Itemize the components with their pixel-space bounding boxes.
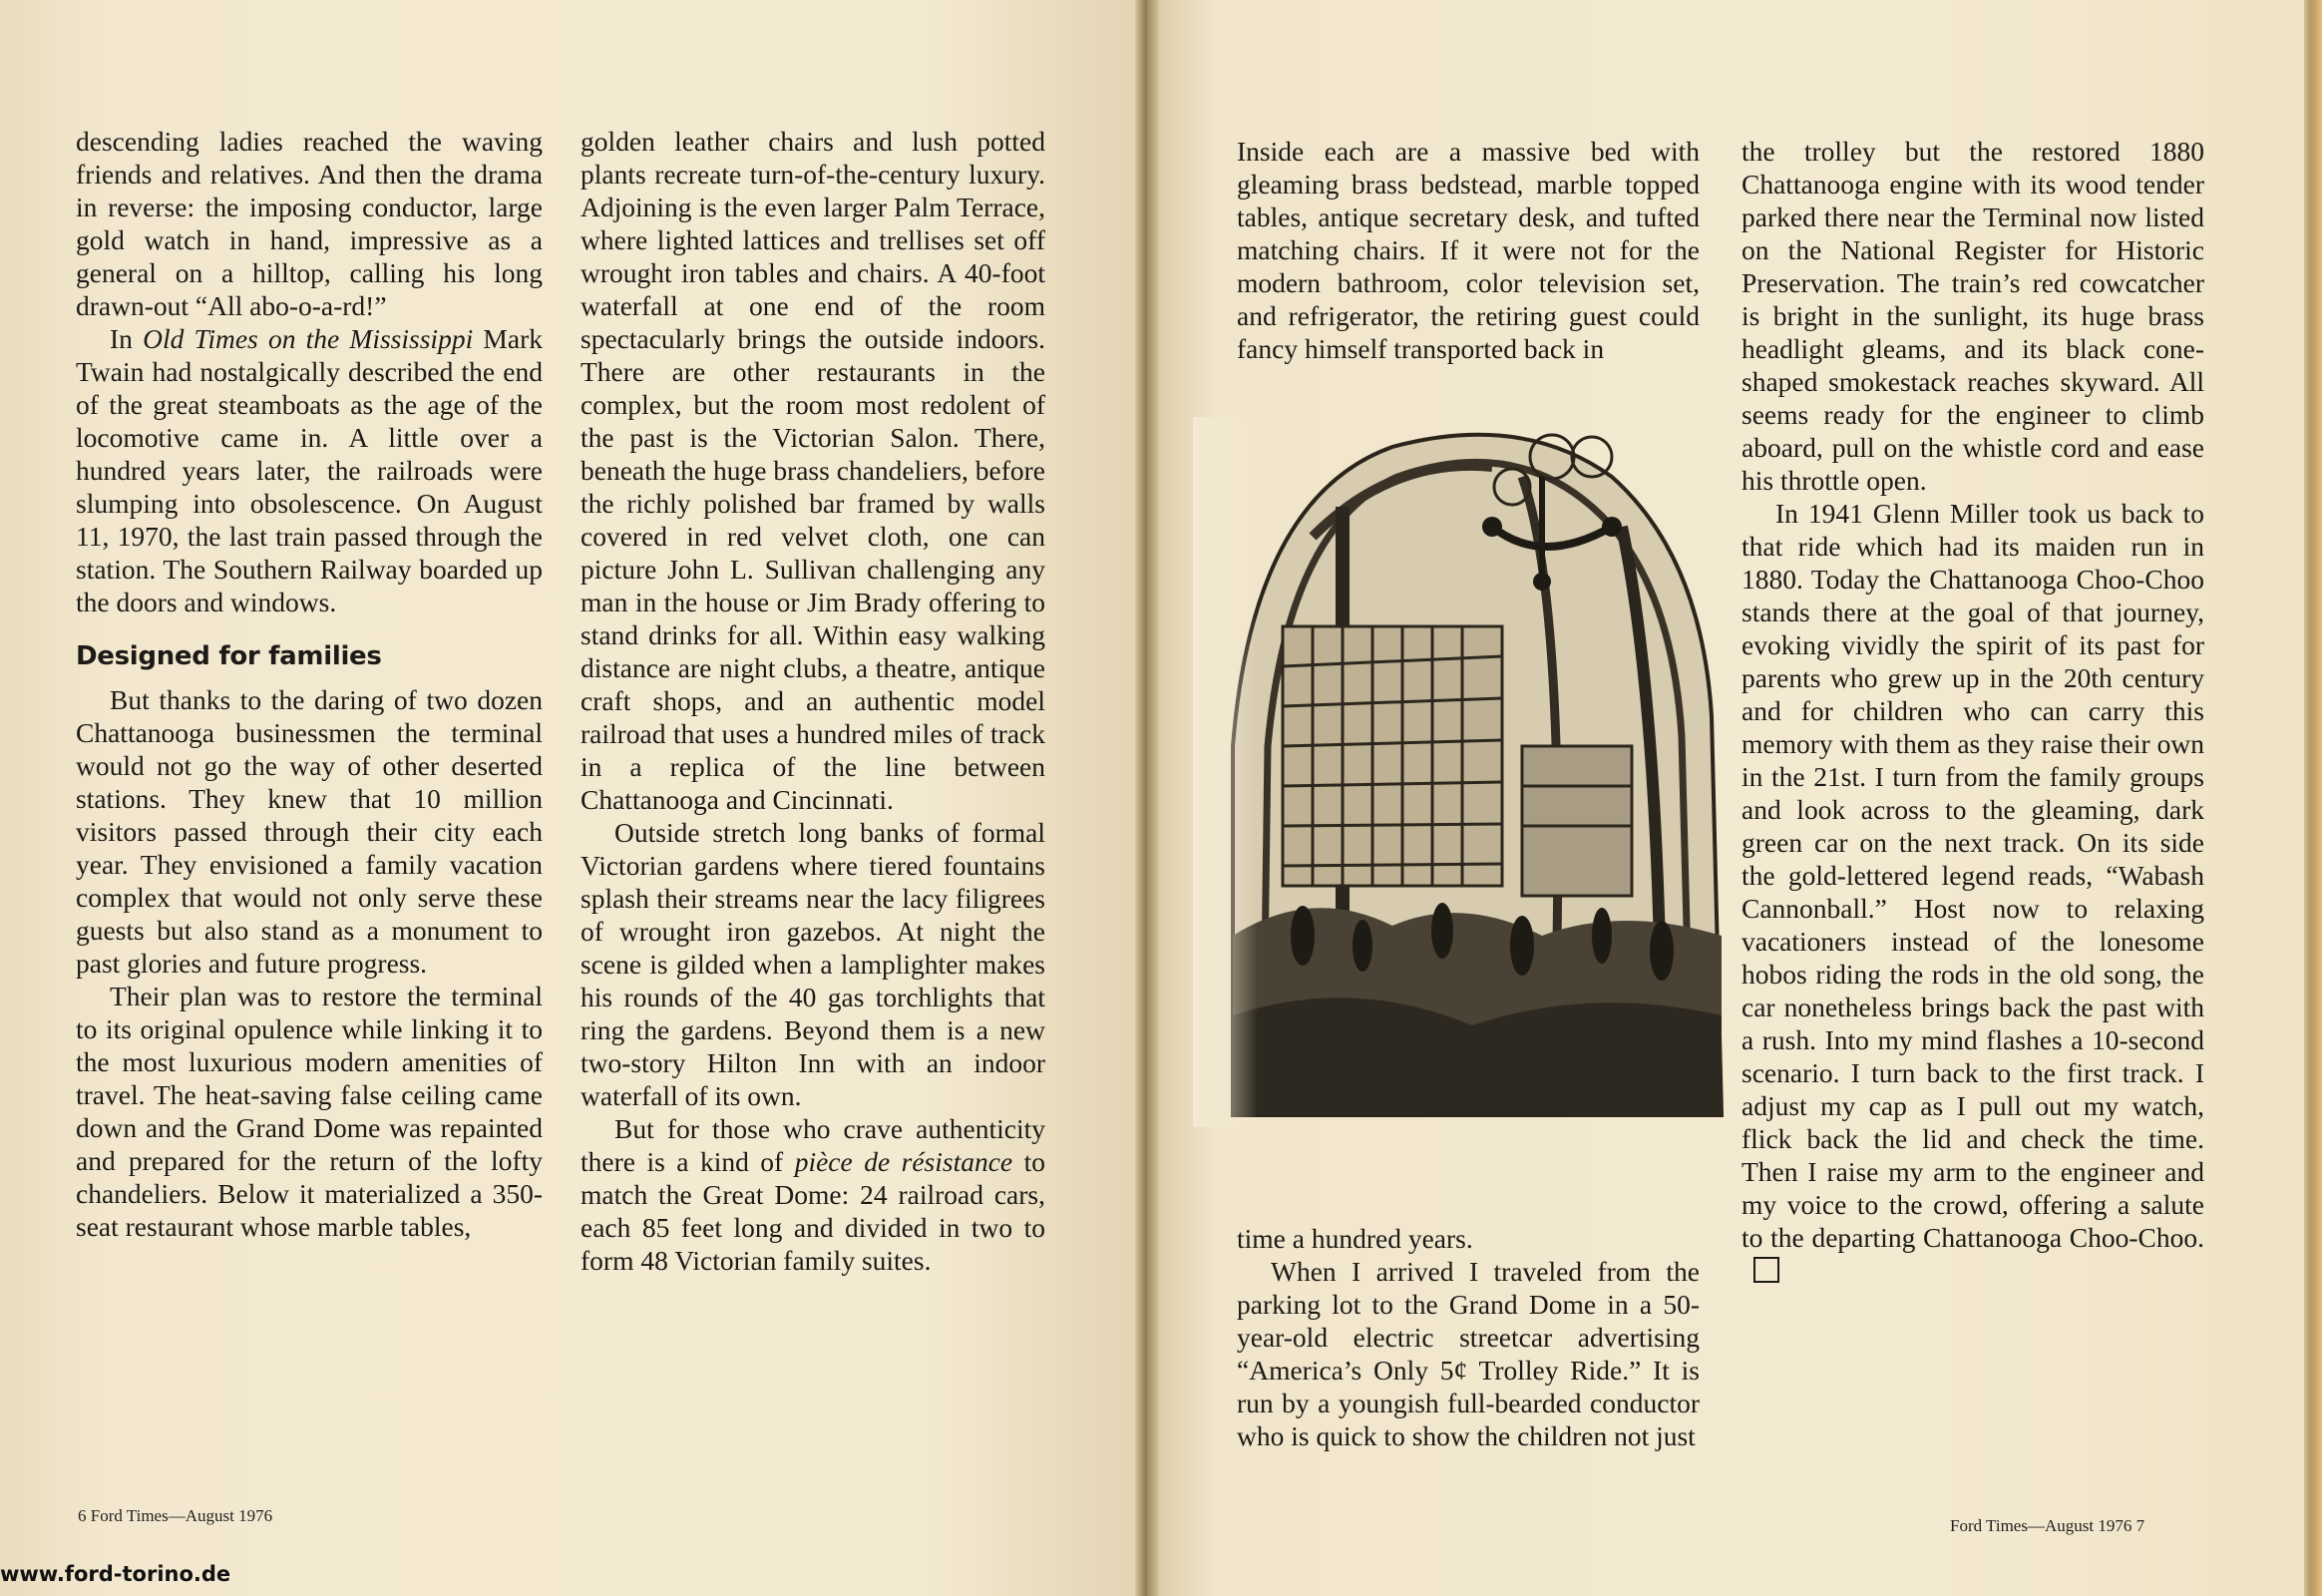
page-edge [2304, 0, 2322, 1596]
right-column-1-bottom [1237, 1222, 1700, 1452]
paragraph: But for those who crave authenticity there is a kind of pièce de résistance to match the Great Dome: 24 railroad cars, each 85 feet long and divided in two to form 48 Victorian family suites. [580, 1113, 1046, 1276]
book-title: Old Times on the Mississippi [143, 323, 474, 354]
right-page-footer: Ford Times—August 1976 7 [1950, 1516, 2145, 1535]
dome-interior-sketch [1193, 417, 1732, 1127]
watermark: www.ford-torino.de [0, 1562, 231, 1586]
paragraph: In Old Times on the Mississippi Mark Twain had nostalgically described the end of the great steamboats as the age of the locomotive came in. A little over a hundred years later, the railroads were slumping into obsolescence. On August 11, 1970, the last train passed through the station. The Southern Railway boarded up the doors and windows. [76, 323, 543, 617]
paragraph: golden leather chairs and lush potted plants recreate turn-of-the-century luxury. Adjoining is the even larger Palm Terrace, where lighted lattices and trellises set off wrought iron tables and chairs. A 40-foot waterfall at one end of the room spectacularly brings the outside indoors. There are other restaurants in the complex, but the room most redolent of the past is the Victorian Salon. There, beneath the huge brass chandeliers, before the richly polished bar framed by walls covered in red velvet cloth, one can picture John L. Sullivan challenging any man in the house or Jim Brady offering to stand drinks for all. Within easy walking distance are night clubs, a theatre, antique craft shops, and an authentic model railroad that uses a hundred miles of track in a replica of the line between Chattanooga and Cincinnati. [580, 126, 1045, 815]
book-gutter [1135, 0, 1159, 1596]
left-column-2 [580, 125, 1045, 1277]
paragraph: But thanks to the daring of two dozen Chattanooga businessmen the terminal would not go the way of other deserted stations. They knew that 10 million visitors passed through their city each year. They envisioned a family vacation complex that would not only serve these guests but also stand as a monument to past glories and future progress. [76, 684, 543, 979]
section-heading: Designed for families [76, 641, 382, 671]
paragraph: When I arrived I traveled from the parking lot to the Grand Dome in a 50-year-old electric streetcar advertising “America’s Only 5¢ Trolley Ride.” It is run by a youngish full-bearded conductor who is quick to show the children not just [1237, 1256, 1700, 1451]
right-column-1-top [1237, 135, 1700, 365]
paragraph: Their plan was to restore the terminal to its original opulence while linking it to the most luxurious modern amenities of travel. The heat-saving false ceiling came down and the Grand Dome was repainted and prepared for the return of the lofty chandeliers. Below it materialized a 350-seat restaurant whose marble tables, [76, 981, 543, 1242]
left-column-1 [76, 125, 543, 1243]
paragraph: Outside stretch long banks of formal Victorian gardens where tiered fountains splash their streams near the lacy filigrees of wrought iron gazebos. At night the scene is gilded when a lamplighter makes his rounds of the 40 gas torchlights that ring the gardens. Beyond them is a new two-story Hilton Inn with an indoor waterfall of its own. [580, 817, 1045, 1111]
paragraph: time a hundred years. [1237, 1223, 1473, 1254]
paragraph: Inside each are a massive bed with gleaming brass bedstead, marble topped tables, antique secretary desk, and tufted matching chairs. If it were not for the modern bathroom, color television set, and refrigerator, the retiring guest could fancy himself transported back in [1237, 136, 1700, 364]
italic-phrase: pièce de résistance [794, 1146, 1013, 1177]
left-page-footer: 6 Ford Times—August 1976 [78, 1506, 273, 1525]
right-column-2 [1742, 135, 2204, 1287]
paragraph: In 1941 Glenn Miller took us back to that ride which had its maiden run in 1880. Today the Chattanooga Choo-Choo stands there at the goal of that journey, evoking vividly the spirit of its past for parents who grew up in the 20th century and for children who can carry this memory with them as they raise their own in the 21st. I turn from the family groups and look across to the gleaming, dark green car on the next track. On its side the gold-lettered legend reads, “Wabash Cannonball.” Host now to relaxing vacationers instead of the lonesome hobos riding the rods in the old song, the car nonetheless brings back the past with a rush. Into my mind flashes a 10-second scenario. I turn back to the first track. I adjust my cap as I pull out my watch, flick back the lid and check the time. Then I raise my arm to the engineer and my voice to the crowd, offering a salute to the departing Chattanooga Choo-Choo. [1742, 497, 2204, 1287]
paragraph: descending ladies reached the waving friends and relatives. And then the drama in reverse: the imposing conductor, large gold watch in hand, impressive as a general on a hilltop, calling his long drawn-out “All abo-o-a-rd!” [76, 126, 543, 321]
end-mark-icon [1753, 1257, 1779, 1283]
paragraph: the trolley but the restored 1880 Chattanooga engine with its wood tender parked there near the Terminal now listed on the National Register for Historic Preservation. The train’s red cowcatcher is bright in the sunlight, its huge brass headlight gleams, and its black cone-shaped smokestack reaches skyward. All seems ready for the engineer to climb aboard, pull on the whistle cord and ease his throttle open. [1742, 136, 2204, 496]
